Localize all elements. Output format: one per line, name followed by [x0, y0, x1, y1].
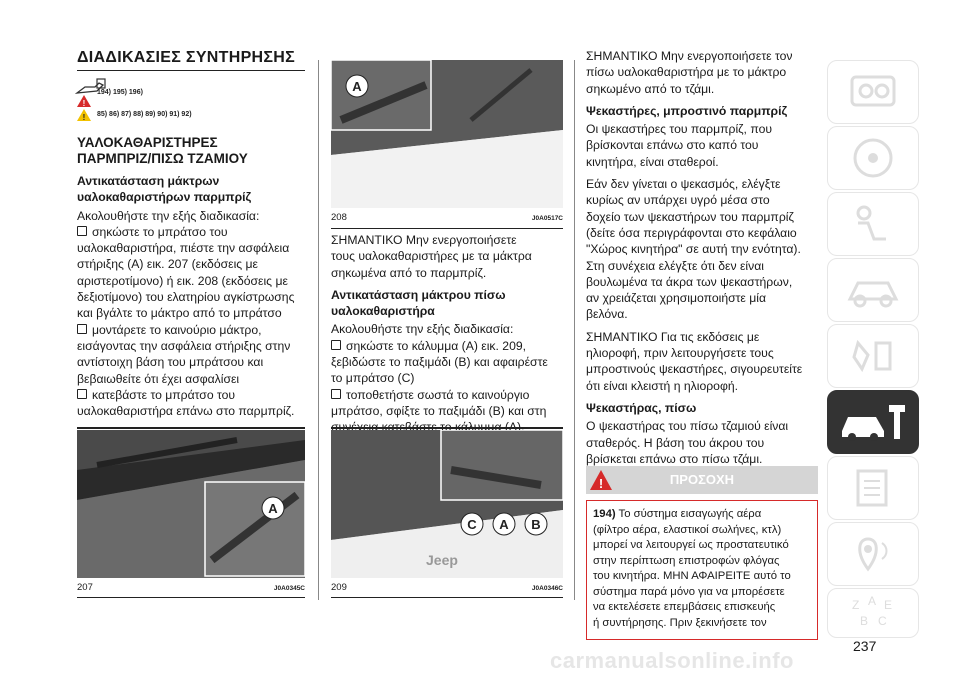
- rear-washer-text: Ο ψεκαστήρας του πίσω τζαμιού είναι σταθερός. Η βάση του άκρου του βρίσκεται επάνω στο πίσω τζάμι.: [586, 419, 789, 466]
- chapter-tab-maintenance[interactable]: [827, 390, 919, 454]
- subheading-rear-wiper: Αντικατάσταση μάκτρου πίσω υαλοκαθαριστήρα: [331, 287, 506, 319]
- svg-text:E: E: [884, 598, 893, 612]
- svg-text:!: !: [598, 476, 604, 490]
- title-underline: [77, 70, 305, 71]
- location-signal-icon: [828, 523, 918, 585]
- step-2: μοντάρετε το καινούριο μάκτρο, εισάγοντας την ασφάλεια στήριξης στην αντίστοιχη βάση του μπράτσου και βεβαιωθείτε ότι έχει ασφαλίσει: [77, 322, 291, 386]
- svg-text:A: A: [868, 594, 877, 608]
- watermark-footer: carmanualsonline.info: [550, 648, 794, 673]
- intro-text: Ακολουθήστε την εξής διαδικασία:: [77, 208, 260, 223]
- figure-208: [331, 60, 563, 208]
- chapter-tab-dashboard[interactable]: [827, 60, 919, 124]
- svg-text:Z: Z: [852, 598, 860, 612]
- sunroof-note: ΣΗΜΑΝΤΙΚΟ Για τις εκδόσεις με ηλιοροφή, πριν λειτουργήσετε τους μπροστινούς ψεκαστήρες, σιγουρευτείτε ότι είναι κλειστή η ηλιοροφή.: [586, 329, 803, 393]
- svg-text:!: !: [82, 99, 86, 107]
- figure-209-bottom-rule: [331, 597, 563, 598]
- svg-text:Jeep: Jeep: [426, 552, 458, 568]
- column-3: [586, 48, 818, 473]
- rear-step-1: σηκώστε το κάλυμμα (A) εικ. 209, ξεβιδώστε το παξιμάδι (B) και αφαιρέστε το μπράτσο (C): [331, 338, 548, 386]
- rear-step-2: τοποθετήστε σωστά το καινούργιο μπράτσο, σφίξτε το παξιμάδι (B) και στη: [331, 387, 547, 418]
- step-3: κατεβάστε το μπράτσο του υαλοκαθαριστήρα επάνω στο παρμπρίζ.: [77, 387, 295, 419]
- section-heading: ΥΑΛΟΚΑΘΑΡΙΣΤΗΡΕΣ ΠΑΡΜΠΡΙΖ/ΠΙΣΩ ΤΖΑΜΙΟΥ: [77, 135, 248, 166]
- note-rear-wiper: ΣΗΜΑΝΤΙΚΟ Μην ενεργοποιήσετε τον πίσω υαλοκαθαριστήρα με το μάκτρο σηκωμένο από το τζάμι.: [586, 49, 793, 96]
- svg-text:!: !: [82, 113, 86, 121]
- step-1: σηκώστε το μπράτσο του υαλοκαθαριστήρα, πιέστε την ασφάλεια στήριξης (A) εικ. 207 (εκδόσεις με αριστεροτίμονο) ή εικ. 208 (εκδόσεις με δεξιοτίμονο) του ελατηρίου αγκίστρωσης και βγάλτε το μάκτρο από το μπράτσο: [77, 224, 295, 321]
- heading-front-washers: Ψεκαστήρες, μπροστινό παρμπρίζ: [586, 103, 788, 118]
- intro-text-rear: Ακολουθήστε την εξής διαδικασία:: [331, 322, 514, 337]
- chapter-tab-safety[interactable]: [827, 192, 919, 256]
- figure-209-illustration: [331, 430, 563, 578]
- alphabet-index-icon: [828, 589, 918, 637]
- warning-triangle-icon: [77, 95, 91, 107]
- figure-209-label-b: B: [531, 517, 541, 532]
- subheading-windscreen: Αντικατάσταση μάκτρων υαλοκαθαριστήρων παρμπρίζ: [77, 174, 252, 205]
- warning-refs: 194) 195) 196): [97, 89, 143, 96]
- note-front-wipers: ΣΗΜΑΝΤΙΚΟ Μην ενεργοποιήσετε τους υαλοκαθαριστήρες με τα μάκτρα σηκωμένα από το παρμπρίζ.: [331, 233, 532, 280]
- checkbox-icon: [77, 226, 87, 236]
- car-wheel-icon: [828, 259, 918, 321]
- column-divider-1: [318, 60, 319, 600]
- figure-209-top-rule: [331, 427, 563, 429]
- chapter-tab-index[interactable]: [827, 588, 919, 638]
- figure-207-number: 207: [77, 582, 93, 593]
- figure-208-illustration: [331, 60, 563, 208]
- caution-refs: 85) 86) 87) 88) 89) 90) 91) 92): [97, 111, 192, 118]
- car-dashboard-icon: [828, 61, 918, 123]
- figure-207-top-rule: [77, 427, 305, 429]
- steering-wheel-icon: [828, 127, 918, 189]
- warning-box: [586, 500, 818, 640]
- figure-208-number: 208: [331, 212, 347, 223]
- figure-209-label-a: A: [499, 517, 509, 532]
- figure-209-label-c: C: [467, 517, 477, 532]
- column-1: [77, 48, 305, 419]
- figure-209: [331, 430, 563, 578]
- column-divider-2: [574, 60, 575, 600]
- front-washers-text: Οι ψεκαστήρες του παρμπρίζ, που βρίσκονται επάνω στο καπό του κινητήρα, είναι σταθεροί.: [586, 122, 773, 169]
- fuel-wrench-icon: [828, 325, 918, 387]
- heading-rear-washer: Ψεκαστήρας, πίσω: [586, 400, 697, 415]
- airbag-seat-icon: [828, 193, 918, 255]
- chapter-tab-starting[interactable]: [827, 258, 919, 322]
- chapter-tab-emergency[interactable]: [827, 324, 919, 388]
- chapter-tab-specs[interactable]: [827, 456, 919, 520]
- warning-title: ΠΡΟΣΟΧΗ: [669, 472, 735, 487]
- chapter-tab-controls[interactable]: [827, 126, 919, 190]
- car-wrench-icon: [828, 391, 918, 453]
- figure-208-code: J0A0517C: [531, 215, 563, 222]
- checkbox-icon: [77, 389, 87, 399]
- svg-text:C: C: [878, 614, 887, 628]
- figure-209-number: 209: [331, 582, 347, 593]
- chapter-tab-multimedia[interactable]: [827, 522, 919, 586]
- warning-text: 194) Το σύστημα εισαγωγής αέρα (φίλτρο αέρα, ελαστικοί σωλήνες, κτλ) μπορεί να λειτουργεί ως προστατευτικό στην περίπτωση επιστροφών φλόγας του κινητήρα. ΜΗΝ ΑΦΑΙΡΕΙΤΕ αυτό το σύστημα παρά μόνο για να μπορέσετε να εκτελέσετε επεμβάσεις επισκευής ή συντήρησης. Πριν ξεκινήσετε τον: [593, 508, 791, 629]
- page-title: ΔΙΑΔΙΚΑΣΙΕΣ ΣΥΝΤΗΡΗΣΗΣ: [77, 49, 296, 66]
- figure-208-label-a: A: [352, 79, 362, 94]
- figure-207: [77, 430, 305, 578]
- svg-text:B: B: [860, 614, 869, 628]
- warning-header: [586, 466, 818, 494]
- reference-block: [77, 77, 305, 121]
- checkbox-icon: [331, 340, 341, 350]
- figure-208-bottom-rule: [331, 228, 563, 229]
- checkbox-icon: [77, 324, 87, 334]
- column-2: [331, 232, 563, 436]
- caution-triangle-icon: [77, 109, 91, 121]
- checkbox-icon: [331, 389, 341, 399]
- figure-207-label-a: A: [268, 501, 278, 516]
- washer-check-text: Εάν δεν γίνεται ο ψεκασμός, ελέγξτε κυρίως αν υπάρχει υγρό μέσα στο δοχείο των ψεκαστήρων του παρμπρίζ (δείτε όσα περιγράφονται στο κεφάλαιο "Χώρος κινητήρα" σε αυτή την ενότητα). Στη συνέχεια ελέγξτε ότι δεν είναι βουλωμένα τα άκρα των ψεκαστήρων, αν χρειάζεται χρησιμοποιήστε μία βελόνα.: [586, 177, 801, 322]
- figure-207-bottom-rule: [77, 597, 305, 598]
- figure-207-code: J0A0345C: [273, 585, 305, 592]
- figure-207-illustration: [77, 430, 305, 578]
- page-number: 237: [853, 638, 877, 654]
- document-list-icon: [828, 457, 918, 519]
- figure-209-code: J0A0346C: [531, 585, 563, 592]
